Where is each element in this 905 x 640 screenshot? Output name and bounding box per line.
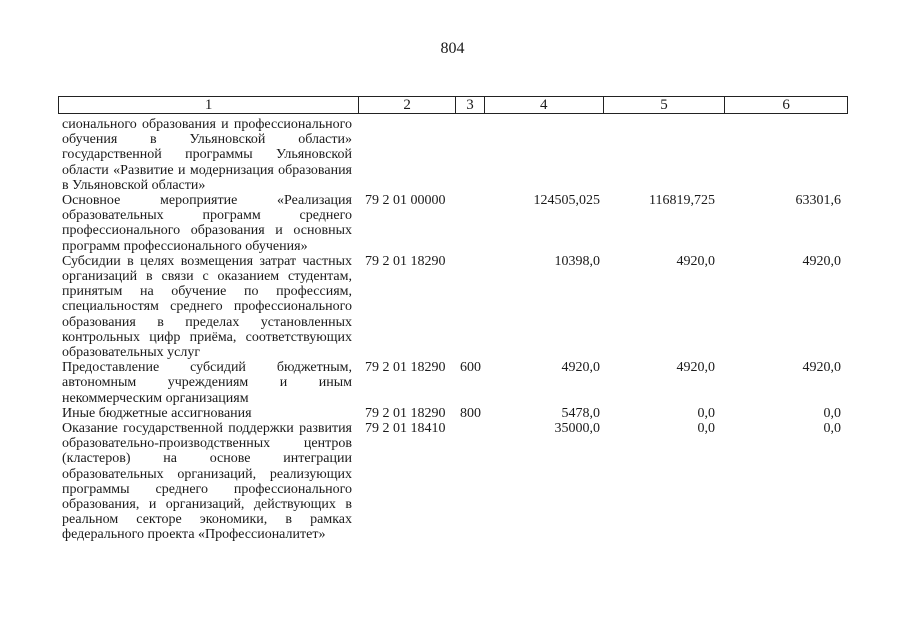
table-row	[62, 117, 848, 193]
row-type: 600	[460, 360, 481, 376]
row-value-col5: 0,0	[697, 421, 715, 437]
row-description: Предоставление субсидий бюджетным, автономным учреждениям и иным некоммерческим организациям	[62, 360, 352, 406]
page-number: 804	[440, 40, 465, 57]
row-description: Иные бюджетные ассигнования	[62, 405, 252, 421]
row-type: 800	[460, 405, 481, 421]
table-body	[62, 117, 848, 543]
row-value-col6: 63301,6	[795, 193, 841, 209]
row-description: Оказание государственной поддержки развития образовательно-производственных центров (кластеров) на основе интеграции образовательных организаций, реализующих программы среднего профессионального образования, и организаций, действующих в реальном секторе экономики, в рамках федерального проекта «Профессионалитет»	[62, 421, 352, 543]
row-code: 79 2 01 18290	[365, 360, 446, 376]
column-header-6: 6	[782, 97, 790, 113]
table-row	[62, 421, 848, 543]
row-value-col6: 0,0	[823, 405, 841, 421]
row-value-col4: 5478,0	[561, 405, 600, 421]
row-value-col5: 0,0	[697, 405, 715, 421]
row-value-col4: 10398,0	[554, 253, 600, 269]
row-value-col4: 124505,025	[533, 193, 600, 209]
row-value-col6: 4920,0	[802, 253, 841, 269]
table-header	[58, 96, 848, 114]
row-code: 79 2 01 00000	[365, 193, 446, 209]
row-code: 79 2 01 18290	[365, 253, 446, 269]
table-row	[62, 406, 848, 421]
row-description: Субсидии в целях возмещения затрат частных организаций в связи с оказанием студентам, принятым на обучение по профессиям, специальностям среднего профессионального образования в пределах установленных контрольных цифр приёма, соответствующих образовательных услуг	[62, 253, 352, 361]
row-description: сионального образования и профессионального обучения в Ульяновской области» государственной программы Ульяновской области «Развитие и модернизация образования в Ульяновской области»	[62, 117, 352, 193]
row-value-col4: 35000,0	[554, 421, 600, 437]
column-header-5: 5	[604, 97, 726, 113]
row-description: Основное мероприятие «Реализация образовательных программ среднего профессионального образования и основных программ профессионального обучения»	[62, 193, 352, 254]
row-value-col4: 4920,0	[561, 360, 600, 376]
column-header-2: 2	[359, 97, 456, 113]
row-value-col6: 0,0	[823, 421, 841, 437]
row-code: 79 2 01 18410	[365, 421, 446, 437]
column-header-3: 3	[456, 97, 485, 113]
column-header-4: 4	[485, 97, 604, 113]
column-header-1: 1	[59, 97, 359, 113]
row-code: 79 2 01 18290	[365, 405, 446, 421]
row-value-col5: 4920,0	[676, 360, 715, 376]
row-value-col5: 4920,0	[676, 253, 715, 269]
row-value-col5: 116819,725	[649, 193, 715, 209]
row-value-col6: 4920,0	[802, 360, 841, 376]
table-row	[62, 360, 848, 406]
table-row	[62, 254, 848, 360]
table-row	[62, 193, 848, 254]
